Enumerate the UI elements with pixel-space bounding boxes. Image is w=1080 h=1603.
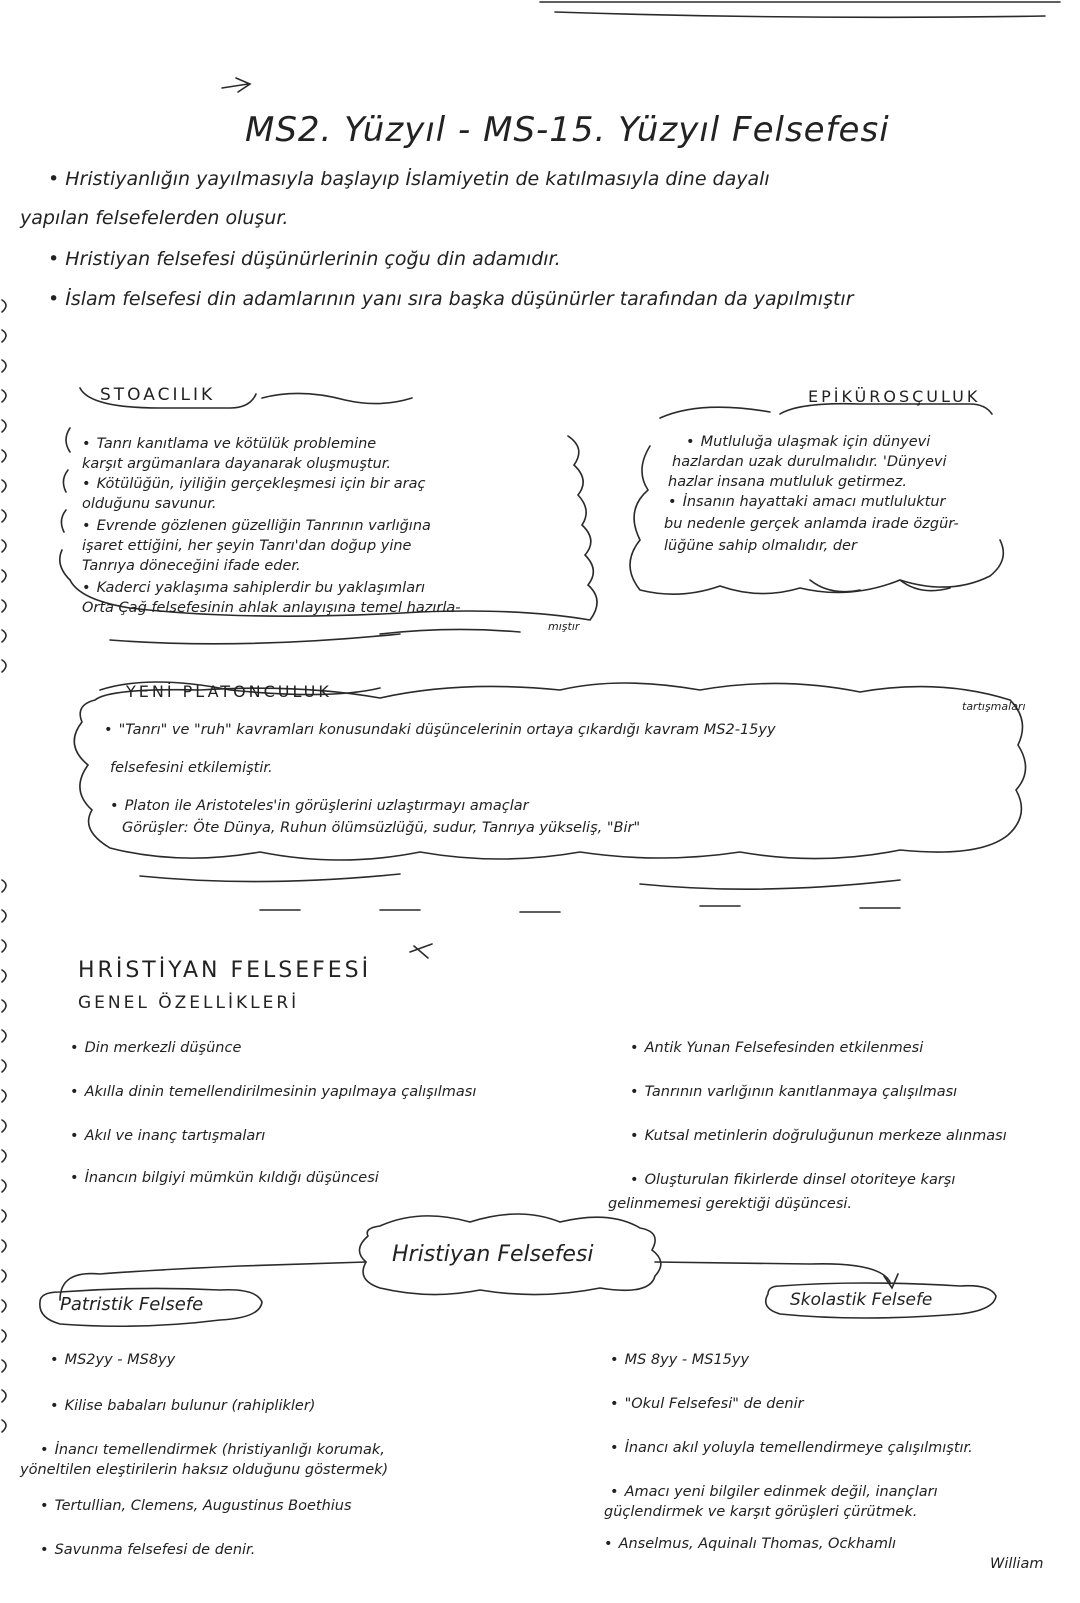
intro-line-1: • Hristiyanlığın yayılmasıyla başlayıp İslamiyetin de katılmasıyla dine dayalı [48, 168, 770, 190]
yeni-platonculuk-note: tartışmaları [962, 700, 1026, 713]
epikurosculuk-line-4: • İnsanın hayattaki amacı mutluluktur [668, 494, 946, 510]
genel-left-2: • Akılla dinin temellendirilmesinin yapılmaya çalışılması [70, 1084, 476, 1100]
epikurosculuk-banner-tail [660, 407, 770, 418]
genel-left-4: • İnancın bilgiyi mümkün kıldığı düşüncesi [70, 1170, 379, 1186]
epikurosculuk-heading: EPİKÜROSÇULUK [808, 387, 981, 406]
page-edge-line [540, 2, 1060, 17]
patristik-item-3: • İnancı temellendirmek (hristiyanlığı korumak, [40, 1442, 385, 1458]
yeni-platonculuk-underline [140, 874, 900, 889]
genel-right-1: • Antik Yunan Felsefesinden etkilenmesi [630, 1040, 923, 1056]
skolastik-heading: Skolastik Felsefe [790, 1290, 933, 1310]
stoacilik-line-2: karşıt argümanlara dayanarak oluşmuştur. [82, 456, 392, 472]
epikurosculuk-line-1: • Mutluluğa ulaşmak için dünyevi [686, 434, 930, 450]
patristik-heading: Patristik Felsefe [60, 1294, 204, 1315]
stoacilik-line-8: • Kaderci yaklaşıma sahiplerdir bu yaklaşımları [82, 580, 425, 596]
stoacilik-heading: STOACILIK [100, 385, 216, 405]
stoacilik-line-10: mıştır [548, 620, 580, 633]
epikurosculuk-line-5: bu nedenle gerçek anlamda irade özgür- [664, 516, 959, 532]
stoacilik-line-4: olduğunu savunur. [82, 496, 217, 512]
stoacilik-line-3: • Kötülüğün, iyiliğin gerçekleşmesi için bir araç [82, 476, 426, 492]
epikurosculuk-line-3: hazlar insana mutluluk getirmez. [668, 474, 908, 490]
patristik-item-5: • Tertullian, Clemens, Augustinus Boethius [40, 1498, 352, 1514]
skolastik-item-4: • Amacı yeni bilgiler edinmek değil, inançları [610, 1484, 938, 1500]
hristiyan-heading: HRİSTİYAN FELSEFESİ [78, 958, 372, 983]
yeni-platonculuk-line-3: • Platon ile Aristoteles'in görüşlerini uzlaştırmayı amaçlar [110, 798, 529, 814]
intro-line-2: yapılan felsefelerden oluşur. [20, 207, 289, 229]
patristik-item-6: • Savunma felsefesi de denir. [40, 1542, 255, 1558]
stoacilik-line-7: Tanrıya döneceğini ifade eder. [82, 558, 301, 574]
genel-left-3: • Akıl ve inanç tartışmaları [70, 1128, 265, 1144]
genel-right-4: • Oluşturulan fikirlerde dinsel otoriteye karşı [630, 1172, 955, 1188]
yeni-platonculuk-heading: YENİ PLATONCULUK [126, 682, 332, 701]
center-label: Hristiyan Felsefesi [392, 1242, 594, 1267]
epikurosculuk-line-6: lüğüne sahip olmalıdır, der [664, 538, 857, 554]
binding-marks-lower [2, 880, 6, 1432]
epikurosculuk-line-2: hazlardan uzak durulmalıdır. 'Dünyevi [672, 454, 947, 470]
genel-right-3: • Kutsal metinlerin doğruluğunun merkeze alınması [630, 1128, 1007, 1144]
stoacilik-line-6: işaret ettiğini, her şeyin Tanrı'dan doğup yine [82, 538, 412, 554]
pencil-doodle-icon [410, 944, 432, 958]
dashed-separator [260, 906, 900, 912]
branch-right [655, 1262, 898, 1288]
yeni-platonculuk-line-1: • "Tanrı" ve "ruh" kavramları konusundaki düşüncelerinin ortaya çıkardığı kavram MS2-15yy [104, 722, 776, 738]
genel-right-2: • Tanrının varlığının kanıtlanmaya çalışılması [630, 1084, 957, 1100]
genel-right-5: gelinmemesi gerektiği düşüncesi. [608, 1196, 853, 1212]
stoacilik-underline [110, 629, 520, 643]
genel-left-1: • Din merkezli düşünce [70, 1040, 241, 1056]
skolastik-item-6: • Anselmus, Aquinalı Thomas, Ockhamlı [604, 1536, 896, 1552]
patristik-item-4: yöneltilen eleştirilerin haksız olduğunu göstermek) [20, 1462, 389, 1478]
skolastik-item-1: • MS 8yy - MS15yy [610, 1352, 749, 1368]
stoacilik-banner-tail [262, 393, 412, 403]
stoacilik-line-9: Orta Çağ felsefesinin ahlak anlayışına temel hazırla- [82, 600, 461, 616]
yeni-platonculuk-line-4: Görüşler: Öte Dünya, Ruhun ölümsüzlüğü, sudur, Tanrıya yükseliş, "Bir" [122, 820, 641, 836]
binding-marks-upper [2, 300, 6, 672]
patristik-item-2: • Kilise babaları bulunur (rahiplikler) [50, 1398, 315, 1414]
arrow-doodle-icon [222, 78, 250, 92]
skolastik-item-3: • İnancı akıl yoluyla temellendirmeye çalışılmıştır. [610, 1440, 973, 1456]
page-title: MS2. Yüzyıl - MS-15. Yüzyıl Felsefesi [245, 110, 890, 150]
patristik-item-1: • MS2yy - MS8yy [50, 1352, 175, 1368]
skolastik-item-5: güçlendirmek ve karşıt görüşleri çürütmek. [604, 1504, 918, 1520]
skolastik-item-2: • "Okul Felsefesi" de denir [610, 1396, 804, 1412]
intro-line-3: • Hristiyan felsefesi düşünürlerinin çoğu din adamıdır. [48, 248, 561, 270]
skolastik-item-7: William [990, 1556, 1044, 1572]
hristiyan-subheading: GENEL ÖZELLİKLERİ [78, 993, 300, 1013]
stoacilik-line-5: • Evrende gözlenen güzelliğin Tanrının varlığına [82, 518, 431, 534]
intro-line-4: • İslam felsefesi din adamlarının yanı sıra başka düşünürler tarafından da yapılmıştır [48, 288, 854, 310]
stoacilik-line-1: • Tanrı kanıtlama ve kötülük problemine [82, 436, 376, 452]
yeni-platonculuk-line-2: felsefesini etkilemiştir. [110, 760, 273, 776]
